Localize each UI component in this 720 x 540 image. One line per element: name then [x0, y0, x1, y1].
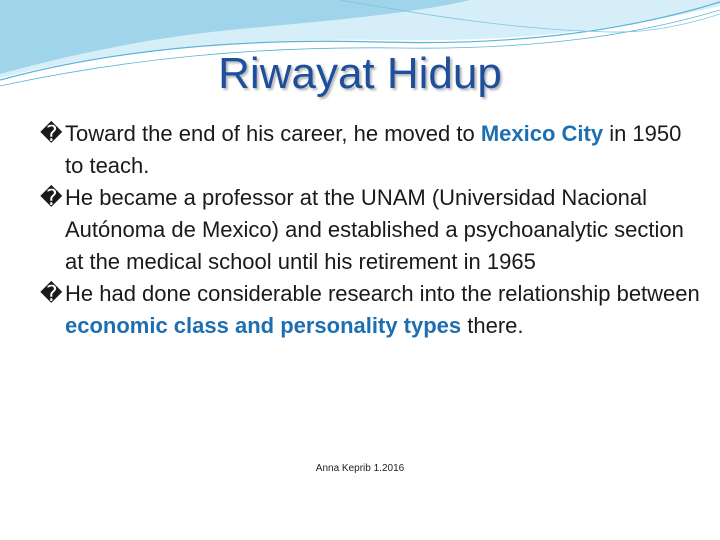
bullet-text: He became a professor at the UNAM (Universidad Nacional Autónoma de Mexico) and established a psychoanalytic section at the medical school until his retirement in 1965 [65, 185, 684, 274]
bullet-list [40, 118, 700, 342]
bullet-marker-icon: � [40, 185, 63, 210]
bullet-text: in 1950 to teach. [65, 121, 682, 178]
bullet-item [40, 182, 700, 278]
bullet-marker-icon: � [40, 121, 63, 146]
bullet-text: Toward the end of his career, he moved to [65, 121, 481, 146]
bullet-marker-icon: � [40, 281, 63, 306]
bullet-highlight: Mexico City [480, 121, 604, 146]
slide-title: Riwayat Hidup [218, 49, 502, 98]
bullet-text: He had done considerable research into the relationship between [65, 281, 700, 306]
bullet-text: there. [461, 313, 524, 338]
bullet-highlight: economic class and personality types [65, 313, 462, 338]
bullet-item [40, 118, 700, 182]
footer-author: Anna Keprib 1.2016 [315, 463, 405, 474]
bullet-item [40, 278, 700, 342]
